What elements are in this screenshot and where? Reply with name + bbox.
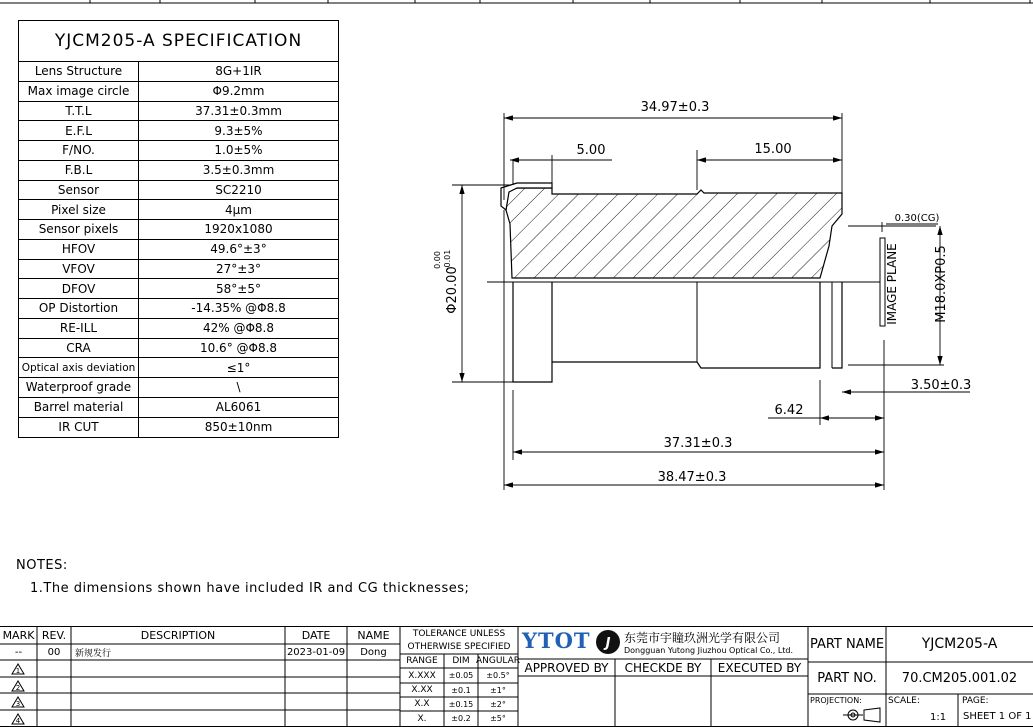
tb-r1-date: 2023-01-09 [286,646,346,658]
spec-value: 9.3±5% [214,123,263,138]
spec-key: IR CUT [19,418,139,438]
spec-value: 4μm [225,202,252,217]
tol-range: X.X [414,699,430,709]
svg-text:2: 2 [15,684,21,692]
dim-5: 5.00 [576,143,606,158]
spec-row [19,339,338,359]
spec-key: HFOV [19,240,139,259]
tb-header-rev: REV. [41,628,67,642]
thread-label: M18.0XP0.5 [934,245,949,323]
tb-header-date: DATE [301,628,331,642]
part-name-label: PART NAME [809,636,885,652]
lens-barrel-section [506,188,842,278]
lens-drawing [420,90,1000,500]
spec-row [19,260,338,280]
spec-key: Lens Structure [19,62,139,81]
spec-row [19,62,338,82]
spec-row [19,398,338,418]
spec-value: 37.31±0.3mm [195,103,282,118]
spec-key: CRA [19,339,139,358]
spec-key: F/NO. [19,141,139,160]
dim-15: 15.00 [754,142,792,157]
spec-row [19,200,338,220]
spec-value: 58°±5° [216,281,261,296]
spec-value: Φ9.2mm [212,84,265,99]
spec-key: OP Distortion [19,299,139,318]
svg-text:J: J [605,636,611,651]
tol-angular: ±1° [490,685,506,695]
company-logo-text: YTOT [522,628,591,653]
spec-row [19,319,338,339]
spec-key: Sensor pixels [19,220,139,239]
tol-header-dim: DIM [452,656,470,666]
spec-key: Sensor [19,181,139,200]
tol-range: X.XXX [408,670,436,681]
diameter-tol-upper: 0.00 [433,251,442,269]
image-plane-label: IMAGE PLANE [885,243,899,325]
tb-header-name: NAME [357,628,390,642]
spec-value: 49.6°±3° [210,242,267,257]
spec-row [19,279,338,299]
spec-key: VFOV [19,260,139,279]
spec-key: Max image circle [19,82,139,101]
spec-key: Pixel size [19,200,139,219]
svg-text:4: 4 [15,717,21,725]
diameter-label: Φ20.00 [445,266,460,314]
spec-key: E.F.L [19,121,139,140]
tb-r1-description: 新规发行 [75,649,112,659]
tol-angular: ±0.5° [486,671,510,680]
tol-dim: ±0.15 [448,699,474,709]
tol-angular: ±5° [490,714,506,723]
diameter-tol-lower: -0.01 [443,249,452,271]
title-block [0,626,1033,727]
tb-r1-name: Dong [360,646,387,658]
tb-r1-rev: 00 [47,646,61,658]
spec-value: 850±10nm [204,420,273,435]
spec-key: Optical axis deviation [19,358,139,377]
page-value: SHEET 1 OF 1 [963,711,1032,722]
spec-row [19,181,338,201]
spec-row [19,378,338,398]
spec-row [19,358,338,378]
spec-value: 1.0±5% [214,143,263,158]
tol-range: X.XX [411,685,433,695]
scale-value: 1:1 [930,712,947,723]
tol-dim: ±0.2 [451,714,471,723]
tb-header-mark: MARK [2,628,35,642]
dim-fbl: 3.50±0.3 [910,378,972,393]
dim-overall-top: 34.97±0.3 [640,100,710,115]
part-name-value: YJCM205-A [921,636,998,652]
spec-row [19,240,338,260]
svg-text:3: 3 [15,700,21,708]
tol-title-2: OTHERWISE SPECIFIED [407,641,511,652]
tol-title-1: TOLERANCE UNLESS [412,628,506,639]
tol-header-angular: ANGULAR [475,656,521,666]
dim-642: 6.42 [774,403,804,418]
tol-header-range: RANGE [406,656,438,666]
spec-value: \ [236,380,241,395]
dim-total: 38.47±0.3 [657,470,727,485]
part-no-value: 70.CM205.001.02 [901,670,1018,686]
tb-r1-mark: -- [14,646,23,658]
spec-value: 10.6° @Φ8.8 [199,340,278,355]
spec-value: SC2210 [215,182,262,197]
executed-by-label: EXECUTED BY [717,660,802,675]
tol-dim: ±0.05 [448,671,474,680]
checked-by-label: CHECKDE BY [624,660,702,675]
dim-cg: 0.30(CG) [894,213,940,224]
part-no-label: PART NO. [817,670,877,686]
spec-key: Waterproof grade [19,378,139,397]
spec-key: RE-ILL [19,319,139,338]
spec-key: T.T.L [19,102,139,121]
spec-key: Barrel material [19,398,139,417]
tol-dim: ±0.1 [451,685,471,695]
dim-ttl: 37.31±0.3 [663,436,733,451]
spec-row [19,161,338,181]
company-name-en: Dongguan Yutong Jiuzhou Optical Co., Ltd. [624,646,794,655]
company-name-cn: 东莞市宇瞳玖洲光学有限公司 [624,631,781,645]
spec-row [19,220,338,240]
specification-table [18,20,339,438]
spec-key: DFOV [19,279,139,298]
projection-label: PROJECTION: [810,696,862,705]
spec-rows [19,62,338,437]
notes-heading: NOTES: [16,558,68,573]
approved-by-label: APPROVED BY [524,660,609,675]
spec-key: F.B.L [19,161,139,180]
tol-range: X. [417,713,427,724]
spec-value: 8G+1IR [215,64,262,79]
tol-angular: ±2° [490,699,506,709]
page-label: PAGE: [962,696,989,706]
lens-body-lower [513,282,842,382]
spec-row [19,121,338,141]
frame-top-ticks [0,0,1033,8]
spec-row [19,141,338,161]
spec-value: ≤1° [226,360,251,375]
spec-value: 1920x1080 [204,222,273,237]
spec-row [19,418,338,438]
spec-value: AL6061 [215,400,262,415]
scale-label: SCALE: [888,696,920,706]
tb-header-description: DESCRIPTION [140,628,216,642]
spec-value: 42% @Φ8.8 [202,321,274,336]
spec-title: YJCM205-A SPECIFICATION [19,21,338,62]
spec-row [19,82,338,102]
spec-row [19,102,338,122]
notes-line-1: 1.The dimensions shown have included IR and CG thicknesses; [30,581,470,596]
spec-value: -14.35% @Φ8.8 [191,301,286,316]
spec-value: 27°±3° [216,261,261,276]
spec-value: 3.5±0.3mm [202,163,275,178]
svg-text:1: 1 [15,667,21,675]
spec-row [19,299,338,319]
